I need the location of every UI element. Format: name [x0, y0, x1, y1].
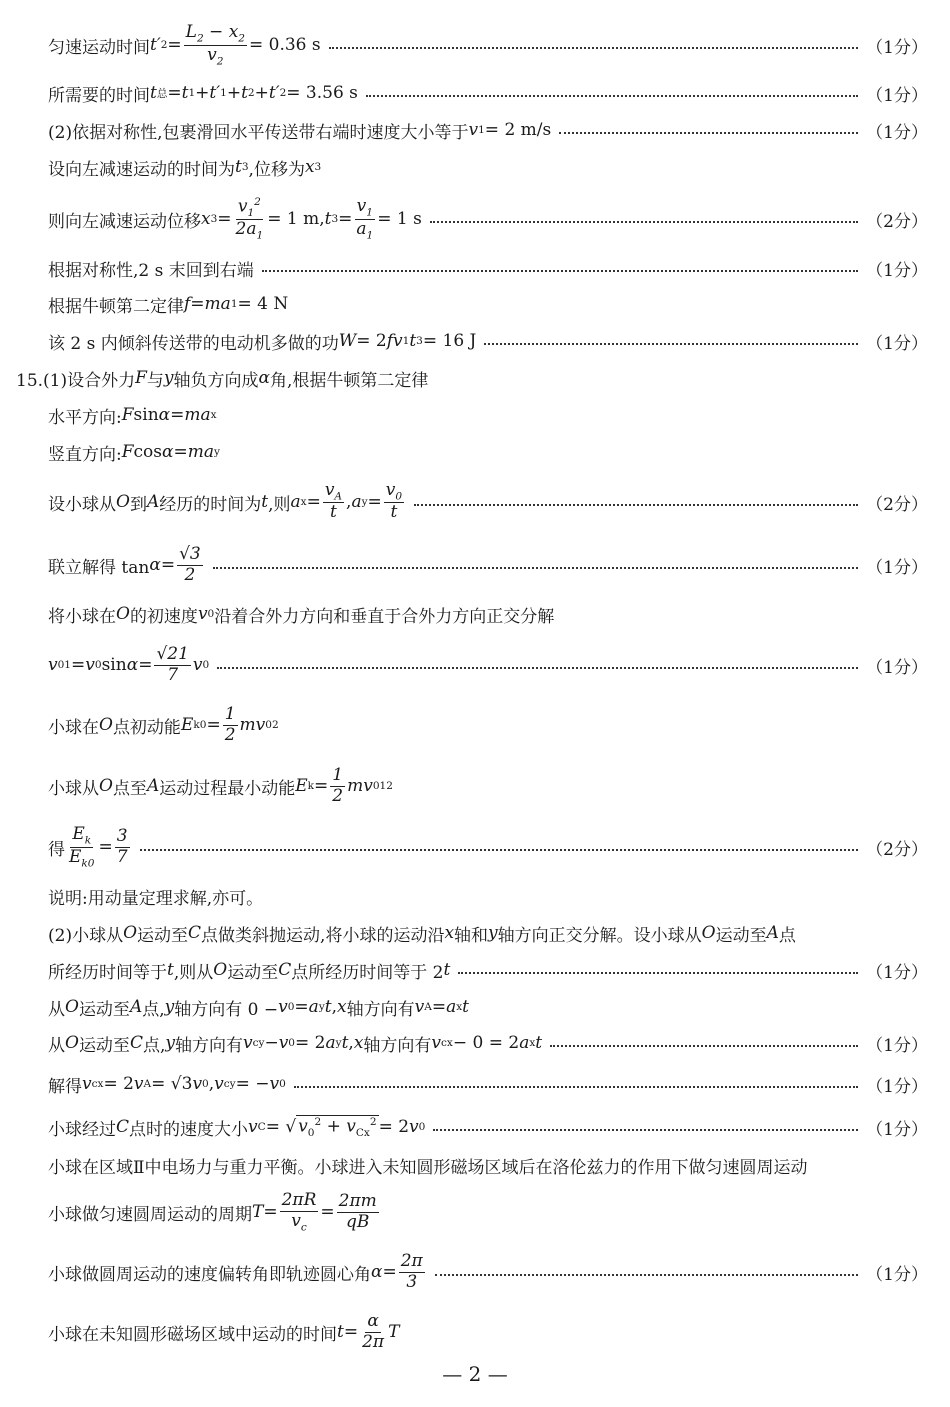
dot-leader — [430, 221, 858, 223]
dot-leader — [414, 504, 858, 506]
solution-line-13 — [48, 601, 928, 627]
score-label: （1分） — [866, 85, 928, 106]
solution-line-10 — [48, 439, 928, 465]
line-text: 小球在区域Ⅱ中电场力与重力平衡。小球进入未知圆形磁场区域后在洛伦兹力的作用下做匀速圆周运动 — [48, 1157, 808, 1178]
line-text: 将小球在 O 的初速度 v 0 沿着合外力方向和垂直于合外力方向正交分解 — [48, 604, 555, 627]
solution-line-12 — [48, 542, 928, 588]
solution-line-3 — [48, 154, 928, 180]
solution-line-1 — [48, 80, 928, 106]
dot-leader — [217, 667, 858, 669]
line-text: 竖直方向: F cos α = ma y — [48, 442, 220, 465]
solution-line-28 — [48, 1309, 928, 1355]
solution-line-5 — [48, 255, 928, 281]
line-text: 则向左减速运动位移 x 3 = $\frac{v_1^2}{2a_1}$ = 1 m, t 3 = $\frac{v_1}{a_1}$ = 1 s — [48, 195, 422, 242]
dot-leader — [458, 972, 858, 974]
line-text: 所需要的时间 t 总 = t 1 + t′ 1 + t 2 + t′ 2 = 3.56 s — [48, 83, 358, 106]
solution-line-7 — [48, 328, 928, 354]
score-label: （2分） — [866, 211, 928, 232]
line-text: 小球做匀速圆周运动的周期 T = $\frac{2\pi R}{v_c}$ = $\frac{2\pi m}{qB}$ — [48, 1189, 377, 1233]
solution-line-23 — [48, 1071, 928, 1097]
solution-line-24 — [48, 1112, 928, 1142]
line-text: 小球在 O 点初动能 E k0 = $\frac{1}{2}$ mv 0 2 — [48, 703, 279, 745]
solution-line-20 — [48, 957, 928, 983]
dot-leader — [435, 1274, 858, 1276]
line-text: 从 O 运动至 A 点, y 轴方向有 0 − v 0 = a y t , x 轴方向有 v A = a x t — [48, 997, 470, 1020]
line-text: 小球做圆周运动的速度偏转角即轨迹圆心角 α = $\frac{2\pi}{3}$ — [48, 1250, 423, 1292]
solution-line-14 — [48, 642, 928, 688]
line-text: 小球从 O 点至 A 运动过程最小动能 E k = $\frac{1}{2}$ mv 01 2 — [48, 764, 393, 806]
solution-line-0 — [48, 21, 928, 67]
score-label: （1分） — [866, 1035, 928, 1056]
score-label: （1分） — [866, 1076, 928, 1097]
solution-line-21 — [48, 994, 928, 1020]
line-text: (2)小球从 O 运动至 C 点做类斜抛运动,将小球的运动沿 x 轴和 y 轴方向正交分解。设小球从 O 运动至 A 点 — [48, 923, 796, 946]
line-text: v 01 = v 0 sin α = $\frac{√21}{7}$ v 0 — [48, 643, 210, 685]
score-label: （1分） — [866, 657, 928, 678]
solution-line-6 — [48, 291, 928, 317]
solution-line-4 — [48, 196, 928, 242]
page-number: — 2 — — [442, 1362, 508, 1386]
solution-line-22 — [48, 1030, 928, 1056]
line-text: 该 2 s 内倾斜传送带的电动机多做的功 W = 2 fv 1 t 3 = 16 J — [48, 331, 477, 354]
line-text: 小球经过 C 点时的速度大小 v C = √ $v_0^2 + v_{Cx}^2$ = 2 v 0 — [48, 1115, 426, 1140]
score-label: （1分） — [866, 557, 928, 578]
line-text: 所经历时间等于 t ,则从 O 运动至 C 点所经历时间等于 2 t — [48, 960, 451, 983]
solution-line-16 — [48, 763, 928, 809]
line-text: 说明:用动量定理求解,亦可。 — [48, 888, 264, 909]
solution-line-15 — [48, 702, 928, 748]
line-text: 解得 v cx = 2 v A = √3 v 0 , v cy = − v 0 — [48, 1074, 286, 1097]
line-text: 得 $\frac{E_k}{E_{k0}}$ = $\frac{3}{7}$ — [48, 823, 128, 869]
line-text: 联立解得 tan α = $\frac{√3}{2}$ — [48, 543, 201, 585]
line-text: 设小球从 O 到 A 经历的时间为 t ,则 a x = $\frac{v_A}{t}$ , a y = $\frac{v_0}{t}$ — [48, 479, 403, 523]
line-text: 匀速运动时间 t′ 2 = $\frac{L_2 - x_2}{v_2}$ = 0.36 s — [48, 21, 321, 67]
score-label: （1分） — [866, 260, 928, 281]
line-text: 水平方向: F sin α = ma x — [48, 405, 217, 428]
dot-leader — [294, 1086, 858, 1088]
dot-leader — [329, 47, 859, 49]
score-label: （1分） — [866, 1264, 928, 1285]
score-label: （1分） — [866, 1119, 928, 1140]
dot-leader — [559, 132, 858, 134]
dot-leader — [262, 270, 858, 272]
dot-leader — [484, 343, 858, 345]
line-text: (2)依据对称性,包裹滑回水平传送带右端时速度大小等于 v 1 = 2 m/s — [48, 120, 552, 143]
solution-line-25 — [48, 1152, 928, 1178]
score-label: （1分） — [866, 37, 928, 58]
score-label: （2分） — [866, 839, 928, 860]
score-label: （1分） — [866, 962, 928, 983]
line-text: 根据对称性,2 s 末回到右端 — [48, 260, 254, 281]
line-text: 设向左减速运动的时间为 t 3 ,位移为 x 3 — [48, 157, 322, 180]
score-label: （1分） — [866, 122, 928, 143]
solution-line-19 — [48, 920, 928, 946]
dot-leader — [140, 849, 859, 851]
solution-line-26 — [48, 1189, 928, 1235]
score-label: （2分） — [866, 494, 928, 515]
line-text: 15.(1)设合外力 F 与 y 轴负方向成 α 角,根据牛顿第二定律 — [16, 368, 429, 391]
line-text: 根据牛顿第二定律 f = ma 1 = 4 N — [48, 294, 289, 317]
solution-line-9 — [48, 402, 928, 428]
line-text: 从 O 运动至 C 点, y 轴方向有 v cy − v 0 = 2 a y t , x 轴方向有 v cx − 0 = 2 a x t — [48, 1033, 543, 1056]
solution-line-2 — [48, 117, 928, 143]
line-text: 小球在未知圆形磁场区域中运动的时间 t = $\frac{\alpha}{2\pi}$ T — [48, 1310, 400, 1352]
dot-leader — [213, 567, 858, 569]
solution-line-18 — [48, 883, 928, 909]
dot-leader — [366, 95, 858, 97]
score-label: （1分） — [866, 333, 928, 354]
dot-leader — [433, 1129, 858, 1131]
solution-line-27 — [48, 1249, 928, 1295]
dot-leader — [550, 1045, 858, 1047]
solution-line-17 — [48, 822, 928, 872]
solution-line-11 — [48, 479, 928, 525]
solution-line-8 — [16, 365, 928, 391]
